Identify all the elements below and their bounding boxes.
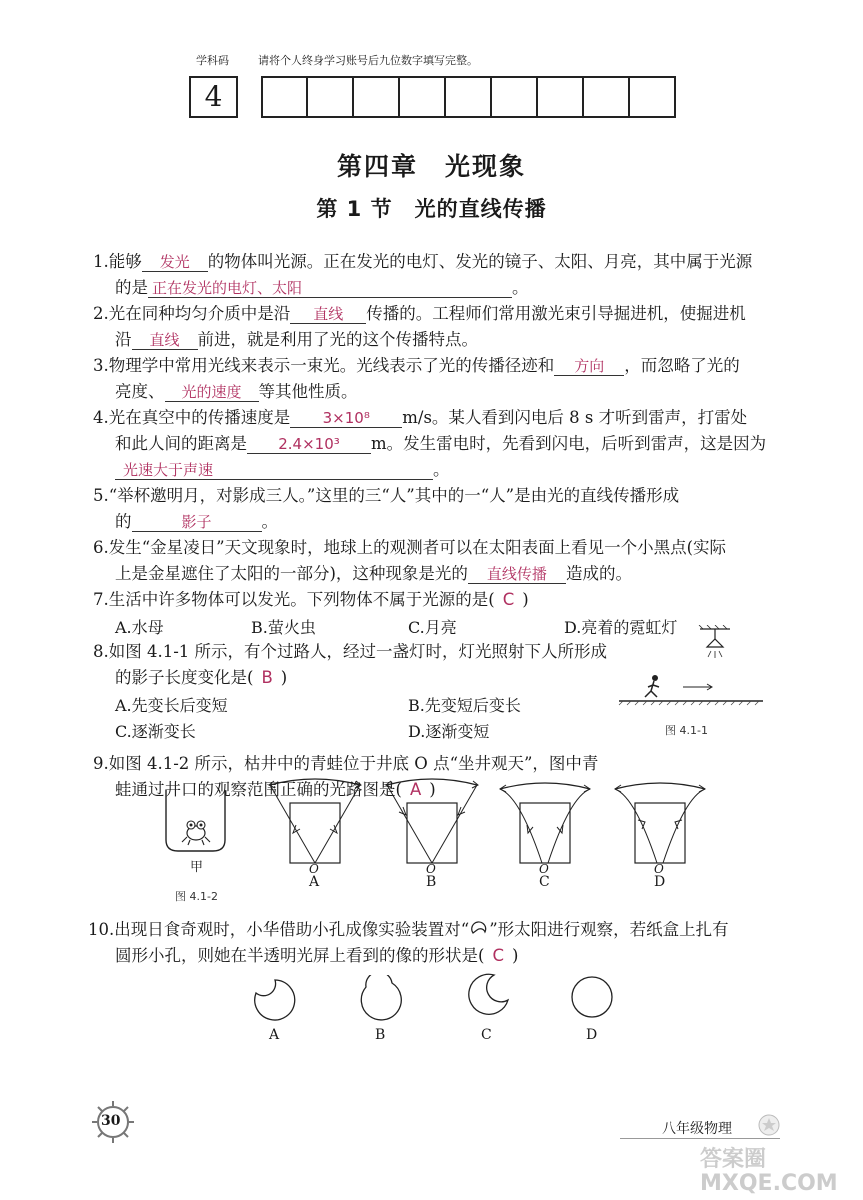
answer-blank: 方向 — [554, 357, 624, 376]
answer-choice: A — [409, 780, 422, 799]
question-10-line-1: 10.出现日食奇观时，小华借助小孔成像实验装置对“ ”形太阳进行观察，若纸盒上扎有 — [88, 920, 729, 939]
question-4-line-3: 光速大于声速 。 — [115, 459, 450, 481]
point-label: O — [309, 862, 319, 876]
answer-choice: B — [261, 668, 273, 687]
image-option-b — [356, 975, 406, 1025]
diagram-label-b: B — [426, 874, 437, 890]
image-option-d — [567, 972, 617, 1022]
question-8-line-2: 的影子长度变化是( B ) — [115, 668, 288, 687]
option-d: D.逐渐变短 — [408, 722, 490, 741]
subject-code-label: 学科码 — [196, 54, 229, 67]
point-label: O — [654, 862, 664, 876]
question-9-line-1: 9.如图 4.1-2 所示，枯井中的青蛙位于井底 O 点“坐井观天”，图中青 — [93, 754, 599, 773]
footer-rule — [620, 1138, 780, 1139]
diagram-label-jia: 甲 — [190, 860, 204, 875]
id-cell-divider — [444, 76, 490, 118]
light-path-diagram-b — [377, 775, 487, 870]
option-b: B.萤火虫 — [251, 618, 316, 637]
option-a: A.先变长后变短 — [115, 696, 228, 715]
id-cell-divider — [628, 76, 674, 118]
subject-code-box — [189, 76, 238, 118]
id-cell-divider — [352, 76, 398, 118]
point-label: O — [539, 862, 549, 876]
option-label-b: B — [375, 1027, 386, 1043]
question-7-stem: 7.生活中许多物体可以发光。下列物体不属于光源的是( C ) — [93, 590, 529, 609]
page-number: 30 — [101, 1113, 121, 1129]
figure-lamp-walker — [615, 625, 765, 725]
id-cell-divider — [490, 76, 536, 118]
watermark: 答案圈 MXQE.COM — [700, 1147, 838, 1196]
crescent-sun-icon — [469, 921, 489, 937]
id-cell-divider — [398, 76, 444, 118]
section-title: 第 1 节 光的直线传播 — [316, 197, 547, 221]
diagram-label-a: A — [309, 874, 320, 890]
figure-caption: 图 4.1-2 — [175, 890, 218, 903]
question-5-line-2: 的 影子 。 — [115, 512, 278, 531]
answer-blank: 发光 — [142, 253, 208, 272]
option-label-d: D — [586, 1027, 598, 1043]
question-5-line-1: 5.“举杯邀明月，对影成三人。”这里的三“人”其中的一“人”是由光的直线传播形成 — [93, 486, 680, 505]
question-3-line-2: 亮度、 光的速度 等其他性质。 — [115, 382, 358, 401]
well-frog-diagram — [158, 785, 233, 860]
question-3-line-1: 3.物理学中常用光线来表示一束光。光线表示了光的传播径迹和 方向 ，而忽略了光的 — [93, 356, 740, 375]
subject-code-value: 4 — [204, 80, 223, 113]
star-icon — [758, 1114, 780, 1136]
answer-blank: 直线 — [132, 331, 198, 350]
answer-blank: 直线 — [290, 305, 366, 324]
question-10-line-2: 圆形小孔，则她在半透明光屏上看到的像的形状是( C ) — [115, 946, 519, 965]
option-label-c: C — [481, 1027, 492, 1043]
light-path-diagram-d — [605, 775, 715, 870]
id-cell-divider — [306, 76, 352, 118]
answer-blank: 光速大于声速 — [115, 461, 433, 480]
question-2-line-1: 2.光在同种均匀介质中是沿 直线 传播的。工程师们常用激光束引导掘进机，使掘进机 — [93, 304, 746, 323]
light-path-diagram-a — [260, 775, 370, 870]
id-cell-divider — [582, 76, 628, 118]
figure-caption: 图 4.1-1 — [665, 724, 708, 737]
image-option-a — [250, 975, 300, 1025]
option-d: D.亮着的霓虹灯 — [564, 618, 678, 637]
question-8-line-1: 8.如图 4.1-1 所示，有个过路人，经过一盏灯时，灯光照射下人所形成 — [93, 642, 608, 661]
book-title: 八年级物理 — [662, 1121, 732, 1137]
answer-blank: 光的速度 — [165, 383, 259, 402]
diagram-label-d: D — [654, 874, 666, 890]
question-4-line-2: 和此人间的距离是 2.4×10³ m。发生雷电时，先看到闪电，后听到雷声，这是因为 — [115, 434, 767, 453]
diagram-label-c: C — [539, 874, 550, 890]
answer-blank: 直线传播 — [468, 565, 566, 584]
question-2-line-2: 沿 直线 前进，就是利用了光的这个传播特点。 — [115, 330, 478, 349]
option-c: C.月亮 — [408, 618, 457, 637]
answer-choice: C — [502, 590, 515, 609]
id-cell-divider — [536, 76, 582, 118]
question-9-line-2: 蛙通过井口的观察范围正确的光路图是( A ) — [115, 780, 436, 799]
answer-choice: C — [492, 946, 504, 965]
answer-blank: 正在发光的电灯、太阳 — [148, 279, 512, 298]
answer-blank: 2.4×10³ — [247, 435, 371, 454]
question-6-line-1: 6.发生“金星凌日”天文现象时，地球上的观测者可以在太阳表面上看见一个小黑点(实际 — [93, 538, 727, 557]
answer-blank: 影子 — [132, 513, 262, 532]
option-b: B.先变短后变长 — [408, 696, 521, 715]
answer-blank: 3×10⁸ — [290, 409, 402, 428]
chapter-title: 第四章 光现象 — [336, 152, 526, 181]
question-1-line-2: 的是 正在发光的电灯、太阳 。 — [115, 278, 529, 297]
question-4-line-1: 4.光在真空中的传播速度是 3×10⁸ m/s。某人看到闪电后 8 s 才听到雷声，打雷处 — [93, 408, 748, 427]
option-c: C.逐渐变长 — [115, 722, 196, 741]
light-path-diagram-c — [490, 775, 600, 870]
option-a: A.水母 — [115, 618, 164, 637]
option-label-a: A — [269, 1027, 280, 1043]
id-instruction: 请将个人终身学习账号后九位数字填写完整。 — [258, 54, 478, 67]
question-6-line-2: 上是金星遮住了太阳的一部分)，这种现象是光的 直线传播 造成的。 — [115, 564, 632, 583]
point-label: O — [426, 862, 436, 876]
question-1-line-1: 1.能够 发光 的物体叫光源。正在发光的电灯、发光的镜子、太阳、月亮，其中属于光源 — [93, 252, 753, 271]
image-option-c — [464, 970, 514, 1020]
